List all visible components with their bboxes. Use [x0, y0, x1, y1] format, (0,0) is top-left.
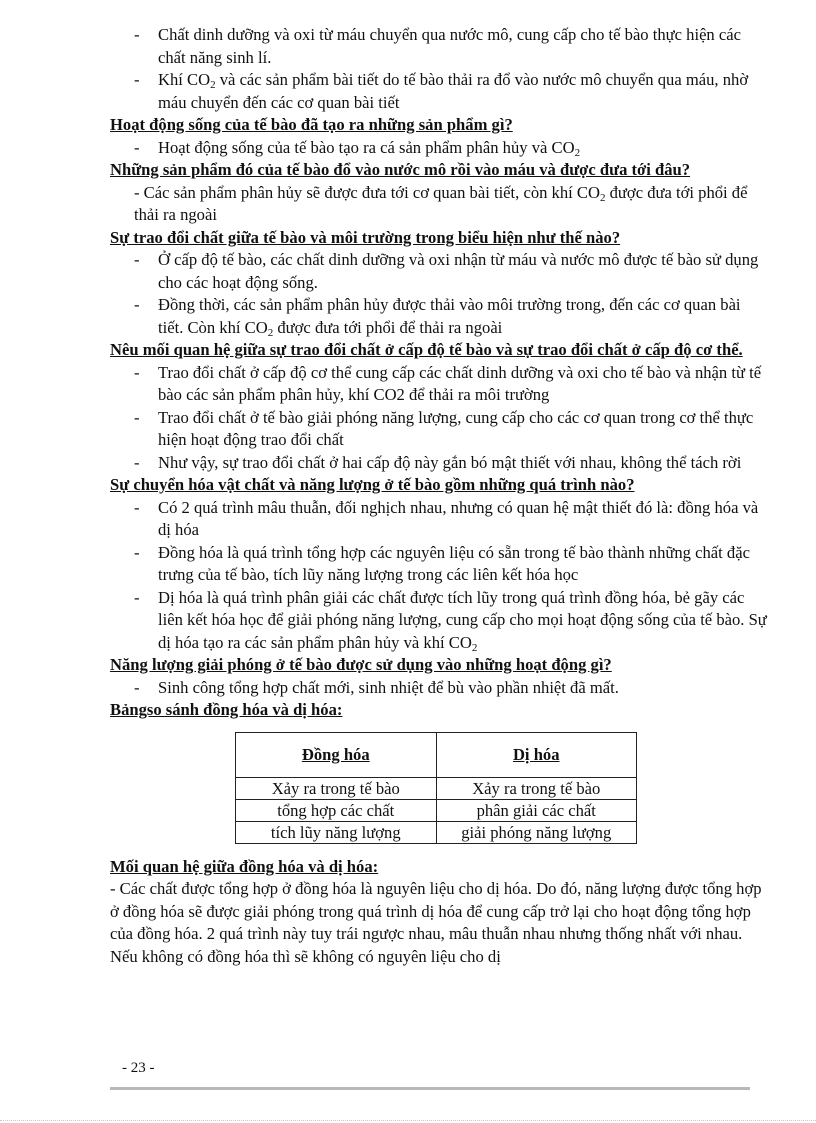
bullet-dash: -	[134, 407, 140, 427]
table-cell: tổng hợp các chất	[236, 799, 437, 821]
table-cell: Xảy ra trong tế bào	[236, 777, 437, 799]
bullet-text: Đồng thời, các sản phẩm phân hủy được thải vào môi trường trong, đến các cơ quan bài tiết. Còn khí $CO_2$ được đưa tới phổi để thải ra ngoài	[158, 295, 741, 339]
paragraph: - Các chất được tổng hợp ở đồng hóa là nguyên liệu cho dị hóa. Do đó, năng lượng được tổng hợp ở đồng hóa sẽ được giải phóng trong quá trình dị hóa để cung cấp trở lại cho hoạt động tổng hợp của đồng hóa. 2 quá trình này tuy trái ngược nhau, mâu thuẫn nhau nhưng thống nhất với nhau. Nếu không có đồng hóa thì sẽ không có nguyên liệu cho dị	[110, 879, 762, 966]
paragraph: - Các sản phẩm phân hủy sẽ được đưa tới cơ quan bài tiết, còn khí $CO_2$ được đưa tới phổi để thải ra ngoài	[134, 182, 748, 224]
footer-divider	[110, 1087, 750, 1090]
bullet-dash: -	[134, 25, 140, 44]
list-item	[110, 452, 770, 475]
bullet-dash: -	[134, 295, 140, 314]
bullet-dash: -	[134, 362, 140, 382]
bullet-text: Trao đổi chất ở cấp độ cơ thể cung cấp các chất dinh dưỡng và oxi cho tế bào và nhận từ tế bào các sản phẩm phân hủy, khí CO2 để thải ra môi trường	[158, 362, 762, 404]
column-header: Đồng hóa	[236, 732, 437, 777]
section-heading: Mối quan hệ giữa đồng hóa và dị hóa:	[110, 856, 379, 876]
section-heading: Sự chuyển hóa vật chất và năng lượng ở tế bào gồm những quá trình nào?	[110, 475, 635, 494]
bullet-text: Trao đổi chất ở tế bào giải phóng năng lượng, cung cấp cho các cơ quan trong cơ thể thực hiện hoạt động trao đổi chất	[158, 407, 754, 449]
bullet-dash: -	[134, 70, 140, 89]
bullet-dash: -	[134, 137, 140, 157]
list-item	[110, 677, 770, 700]
table-header-row	[236, 732, 637, 777]
section-heading: Những sản phẩm đó của tế bào đổ vào nước mô rồi vào máu và được đưa tới đâu?	[110, 160, 691, 179]
list-item	[110, 497, 770, 542]
page-edge-divider	[0, 1120, 816, 1121]
bullet-dash: -	[134, 250, 140, 269]
bullet-dash: -	[134, 497, 140, 517]
table-heading: Bảngso sánh đồng hóa và dị hóa:	[110, 700, 343, 719]
list-item	[110, 407, 770, 452]
list-item	[110, 69, 770, 114]
bullet-text: Sinh công tổng hợp chất mới, sinh nhiệt để bù vào phần nhiệt đã mất.	[158, 677, 619, 697]
table-cell: tích lũy năng lượng	[236, 821, 437, 843]
list-item	[110, 542, 770, 587]
bullet-text: Như vậy, sự trao đổi chất ở hai cấp độ này gắn bó mật thiết với nhau, không thể tách rời	[158, 452, 742, 472]
column-header: Dị hóa	[436, 732, 637, 777]
list-item	[110, 249, 770, 294]
bullet-text: Chất dinh dưỡng và oxi từ máu chuyển qua nước mô, cung cấp cho tế bào thực hiện các chất năng sinh lí.	[158, 25, 741, 67]
bullet-text: Đồng hóa là quá trình tổng hợp các nguyên liệu có sẵn trong tế bào thành những chất đặc trưng của tế bào, tích lũy năng lượng trong các liên kết hóa học	[158, 542, 750, 584]
table-row	[236, 821, 637, 843]
section-heading: Sự trao đổi chất giữa tế bào và môi trường trong biểu hiện như thế nào?	[110, 227, 621, 247]
comparison-table	[235, 732, 637, 844]
bullet-dash: -	[134, 587, 140, 607]
table-row	[236, 799, 637, 821]
page-number: - 23 -	[122, 1060, 155, 1076]
bullet-dash: -	[134, 542, 140, 562]
section-heading: Năng lượng giải phóng ở tế bào được sử dụng vào những hoạt động gì?	[110, 655, 612, 674]
section-heading: Hoạt động sống của tế bào đã tạo ra những sản phẩm gì?	[110, 115, 513, 134]
list-item	[110, 24, 770, 69]
bullet-text: Ở cấp độ tế bào, các chất dinh dưỡng và oxi nhận từ máu và nước mô được tế bào sử dụng cho các hoạt động sống.	[158, 250, 759, 292]
table-cell: Xảy ra trong tế bào	[436, 777, 637, 799]
page-content	[110, 24, 770, 968]
bullet-text: Có 2 quá trình mâu thuẫn, đối nghịch nhau, nhưng có quan hệ mật thiết đó là: đồng hóa và dị hóa	[158, 497, 759, 539]
bullet-text: Dị hóa là quá trình phân giải các chất được tích lũy trong quá trình đồng hóa, bẻ gãy các liên kết hóa học để giải phóng năng lượng, cung cấp cho mọi hoạt động sống của tế bào. Sự dị hóa tạo ra các sản phẩm phân hủy và khí $CO_2$	[158, 587, 767, 654]
bullet-dash: -	[134, 452, 140, 472]
list-item	[110, 587, 770, 655]
table-row	[236, 777, 637, 799]
bullet-dash: -	[134, 677, 140, 697]
list-item	[110, 362, 770, 407]
list-item	[110, 137, 770, 160]
section-heading: Nêu mối quan hệ giữa sự trao đổi chất ở cấp độ tế bào và sự trao đổi chất ở cấp độ cơ thể.	[110, 340, 743, 359]
bullet-text: Hoạt động sống của tế bào tạo ra cá sản phẩm phân hủy và $CO_2$	[158, 137, 581, 159]
list-item	[110, 294, 770, 339]
bullet-text: Khí $CO_2$ và các sản phẩm bài tiết do tế bào thải ra đổ vào nước mô chuyển qua máu, nhờ máu chuyển đến các cơ quan bài tiết	[158, 70, 749, 112]
table-cell: giải phóng năng lượng	[436, 821, 637, 843]
table-cell: phân giải các chất	[436, 799, 637, 821]
